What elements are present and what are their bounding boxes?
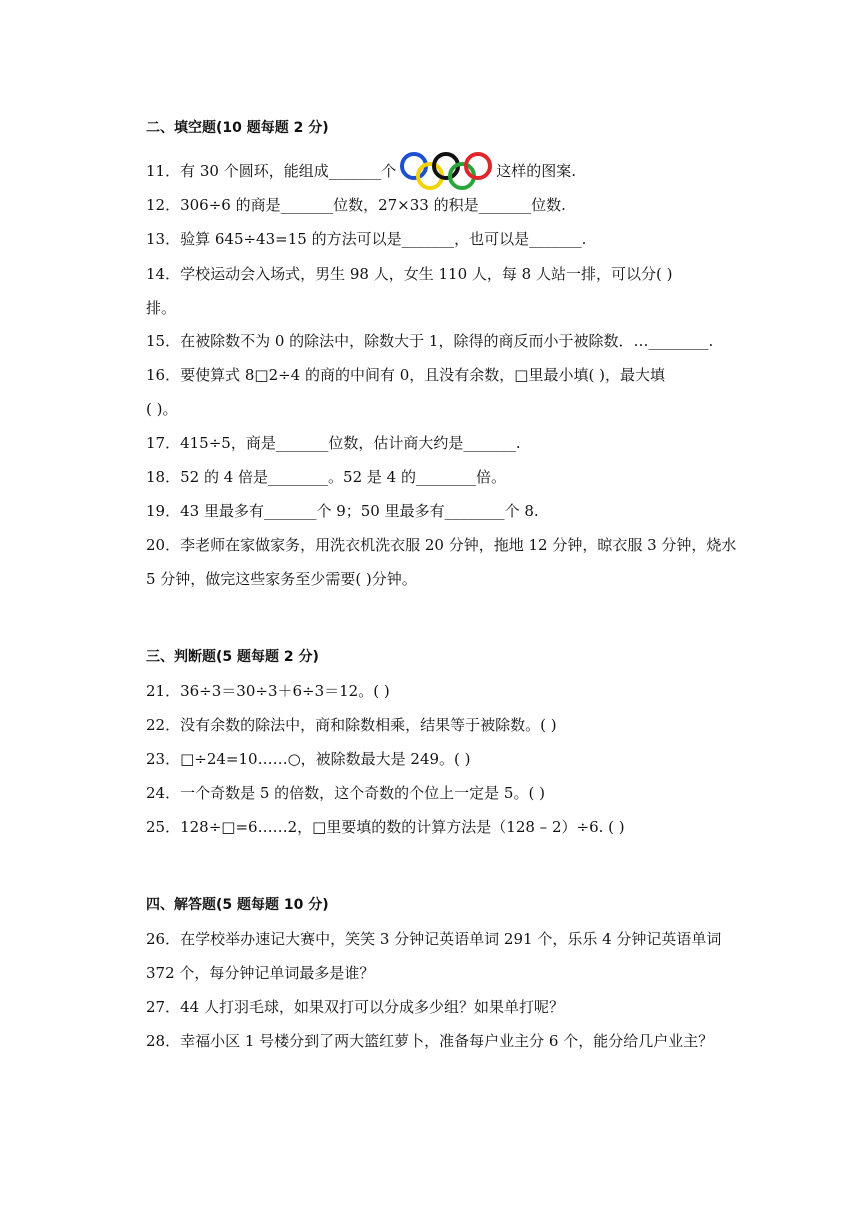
olympic-rings-icon	[398, 152, 494, 192]
question-24: 24．一个奇数是 5 的倍数，这个奇数的个位上一定是 5。( )	[146, 784, 545, 802]
question-17: 17．415÷5，商是_______位数，估计商大约是_______.	[146, 434, 521, 452]
question-11-text: 11．有 30 个圆环，能组成_______个	[146, 162, 397, 180]
question-11-text-end: 这样的图案.	[496, 162, 576, 180]
section-heading-word-problems: 四、解答题(5 题每题 10 分)	[146, 897, 329, 913]
question-13: 13．验算 645÷43=15 的方法可以是_______，也可以是_______.	[146, 230, 587, 248]
question-14-line2: 排。	[146, 299, 177, 317]
question-22: 22．没有余数的除法中，商和除数相乘，结果等于被除数。( )	[146, 716, 557, 734]
question-26-line2: 372 个，每分钟记单词最多是谁？	[146, 964, 375, 982]
section-heading-true-false: 三、判断题(5 题每题 2 分)	[146, 649, 319, 665]
section-heading-fill-in: 二、填空题(10 题每题 2 分)	[146, 120, 329, 136]
question-18: 18．52 的 4 倍是________。52 是 4 的________倍。	[146, 468, 506, 486]
question-25: 25．128÷□=6……2，□里要填的数的计算方法是（128 – 2）÷6. ( )	[146, 818, 625, 836]
question-26-line1: 26．在学校举办速记大赛中，笑笑 3 分钟记英语单词 291 个，乐乐 4 分钟记英语单词	[146, 930, 722, 948]
question-11	[146, 152, 576, 192]
question-27: 27．44 人打羽毛球，如果双打可以分成多少组？如果单打呢？	[146, 998, 564, 1016]
question-28: 28．幸福小区 1 号楼分到了两大篮红萝卜，准备每户业主分 6 个，能分给几户业主？	[146, 1032, 714, 1050]
question-21: 21．36÷3＝30÷3＋6÷3＝12。( )	[146, 682, 390, 700]
question-12: 12．306÷6 的商是_______位数，27×33 的积是_______位数.	[146, 196, 566, 214]
question-20-line2: 5 分钟，做完这些家务至少需要( )分钟。	[146, 570, 417, 588]
question-15: 15．在被除数不为 0 的除法中，除数大于 1，除得的商反而小于被除数．…________.	[146, 332, 714, 350]
question-16-line2: ( )。	[146, 400, 178, 418]
question-23: 23．□÷24=10……○，被除数最大是 249。( )	[146, 750, 471, 768]
question-20-line1: 20．李老师在家做家务，用洗衣机洗衣服 20 分钟，拖地 12 分钟，晾衣服 3 分钟，烧水	[146, 536, 737, 554]
question-16-line1: 16．要使算式 8□2÷4 的商的中间有 0，且没有余数，□里最小填( )，最大填	[146, 366, 665, 384]
question-14-line1: 14．学校运动会入场式，男生 98 人，女生 110 人，每 8 人站一排，可以分( )	[146, 265, 673, 283]
question-19: 19．43 里最多有_______个 9；50 里最多有________个 8.	[146, 502, 539, 520]
